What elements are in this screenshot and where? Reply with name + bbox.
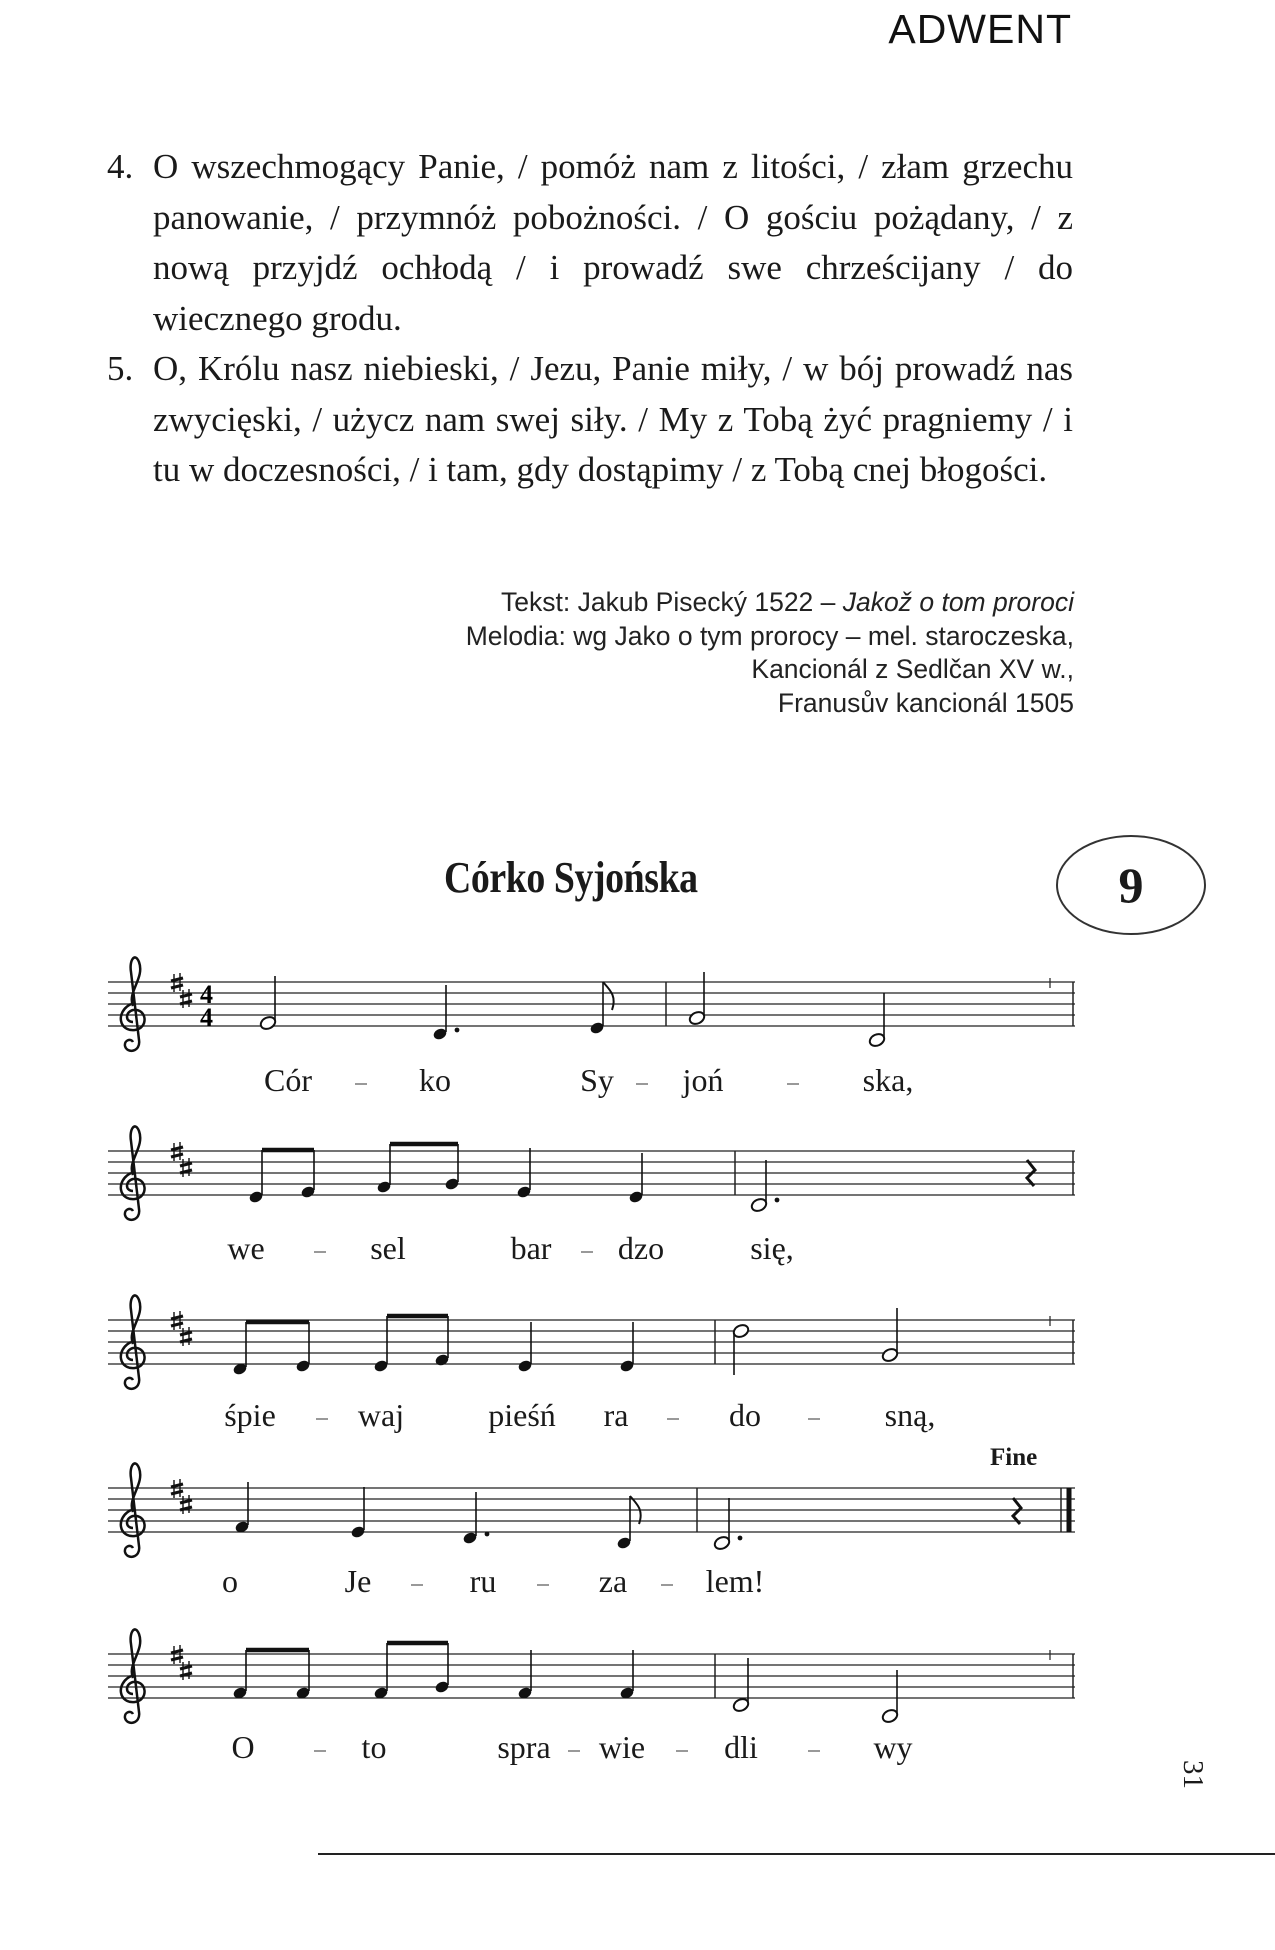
staff-4 [108, 1463, 1075, 1556]
lyric-syllable: Je [344, 1563, 372, 1599]
verse-text: O, Królu nasz niebieski, / Jezu, Panie miły, / w bój prowadź nas zwycięski, / użycz nam swej siły. / My z Tobą żyć pragniemy / i tu w doczesności, / i tam, gdy dostąpimy / z Tobą cnej błogości. [153, 349, 1073, 489]
footer-rule [318, 1853, 1275, 1855]
lyric-syllable: dli [724, 1729, 758, 1765]
song-title: Córko Syjońska [444, 853, 698, 902]
credit-melody-line: Franusův kancionál 1505 [777, 687, 1074, 718]
verse-number: 5. [107, 349, 134, 388]
lyric-syllable: lem! [705, 1563, 765, 1599]
lyric-syllable: sel [370, 1230, 406, 1266]
quarter-rest-icon [1013, 1498, 1021, 1524]
verse-number: 4. [107, 147, 134, 186]
lyric-syllable: we [227, 1230, 265, 1266]
staff-3 [108, 1295, 1075, 1388]
lyric-syllable: O [231, 1729, 255, 1765]
sharp-icon [180, 1327, 192, 1346]
fine-marking: Fine [990, 1444, 1038, 1471]
verse-text: O wszechmogący Panie, / pomóż nam z litości, / złam grzechu panowanie, / przymnóż pobożności. / O gościu pożądany, / z nową przyjdź ochłodą / i prowadź swe chrześcijany / do wiecznego grodu. [153, 147, 1073, 338]
lyric-syllable: bar [510, 1230, 552, 1266]
time-signature-bottom: 4 [200, 1003, 213, 1032]
lyric-syllable: do [729, 1397, 761, 1433]
credit-text-prefix: Tekst: Jakub Pisecký 1522 – [501, 587, 843, 617]
lyric-syllable: dzo [617, 1230, 665, 1266]
lyric-syllable: spra [497, 1729, 551, 1765]
page-number: 31 [1177, 1760, 1209, 1789]
credit-melody-line: Melodia: wg Jako o tym prorocy – mel. staroczeska, [465, 620, 1074, 651]
staff-1 [108, 957, 1075, 1050]
lyric-syllable: joń [682, 1062, 724, 1098]
lyric-syllable: wie [598, 1729, 646, 1765]
lyric-syllable: ra [603, 1397, 629, 1433]
sharp-icon [180, 989, 192, 1008]
lyric-syllable: Cór [264, 1062, 312, 1098]
lyric-syllable: sną, [884, 1397, 936, 1433]
credit-melody-line: Kancionál z Sedlčan XV w., [751, 654, 1074, 684]
lyric-syllable: to [361, 1729, 387, 1765]
lyric-syllable: waj [357, 1397, 405, 1433]
section-header: ADWENT [888, 6, 1072, 52]
lyric-syllable: o [222, 1563, 238, 1599]
sharp-icon [180, 1495, 192, 1514]
credit-text-title: Jakož o tom proroci [842, 587, 1074, 617]
lyric-syllable: ru [469, 1563, 497, 1599]
lyric-syllable: śpie [224, 1397, 276, 1433]
sharp-icon [180, 1661, 192, 1680]
lyric-syllable: wy [873, 1729, 913, 1765]
lyric-syllable: ska, [862, 1062, 914, 1098]
lyric-syllable: Sy [580, 1062, 614, 1098]
lyric-syllable: ko [419, 1062, 451, 1098]
sharp-icon [180, 1158, 192, 1177]
staff-5 [108, 1629, 1075, 1724]
staff-2 [108, 1126, 1075, 1219]
song-number-badge: 9 [1056, 835, 1206, 935]
lyric-syllable: za [598, 1563, 628, 1599]
time-signature-top: 4 [200, 980, 213, 1009]
lyric-syllable: się, [750, 1230, 794, 1266]
lyric-syllable: pieśń [488, 1397, 556, 1433]
